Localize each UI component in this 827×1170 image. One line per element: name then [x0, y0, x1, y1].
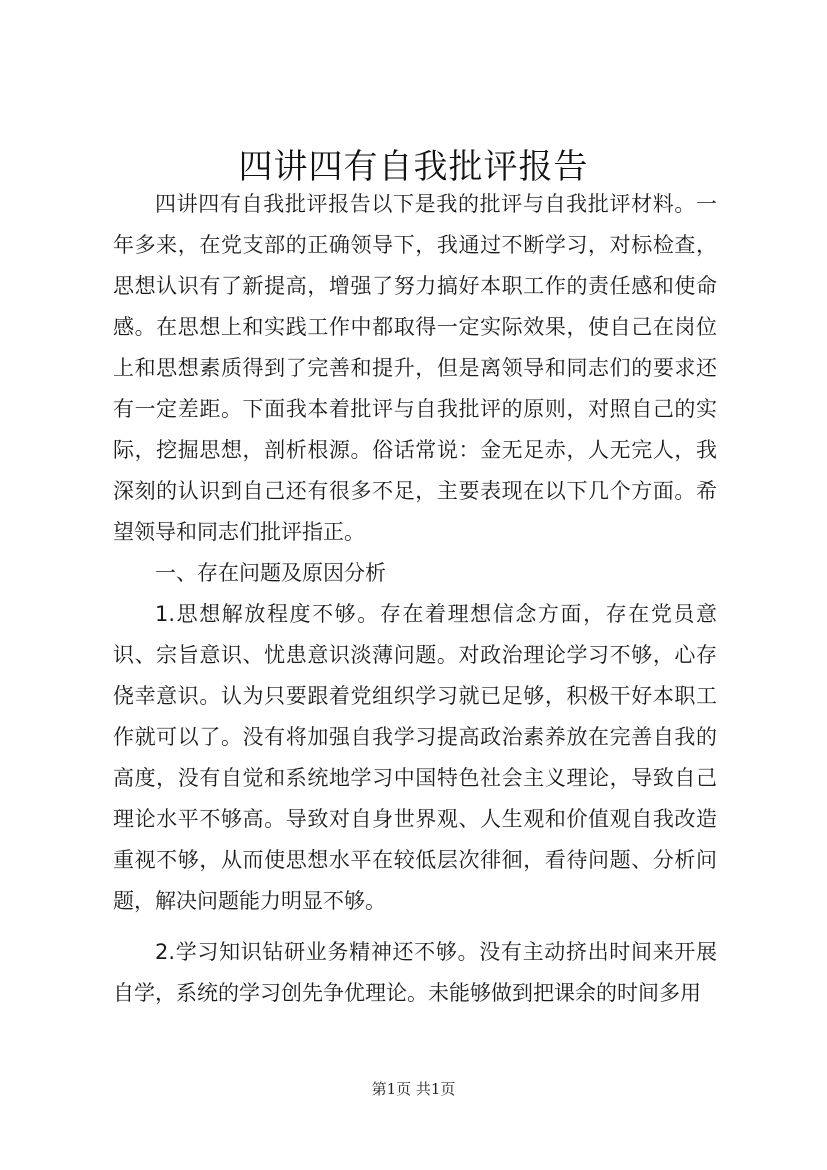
paragraph-item-2: 2.学习知识钻研业务精神还不够。没有主动挤出时间来开展自学，系统的学习创先争优理论。未能够做到把课余的时间多用: [113, 940, 717, 1005]
paragraph-item-1: 1.思想解放程度不够。存在着理想信念方面，存在党员意识、宗旨意识、忧患意识淡薄问题。对政治理论学习不够，心存侥幸意识。认为只要跟着党组织学习就已足够，积极干好本职工作就可以了。没有将加强自我学习提高政治素养放在完善自我的高度，没有自觉和系统地学习中国特色社会主义理论，导致自己理论水平不够高。导致对自身世界观、人生观和价值观自我改造重视不够，从而使思想水平在较低层次徘徊，看待问题、分析问题，解决问题能力明显不够。: [113, 602, 717, 913]
paragraph-intro: 四讲四有自我批评报告以下是我的批评与自我批评材料。一年多来，在党支部的正确领导下，我通过不断学习，对标检查，思想认识有了新提高，增强了努力搞好本职工作的责任感和使命感。在思想上和实践工作中都取得一定实际效果，使自己在岗位上和思想素质得到了完善和提升，但是离领导和同志们的要求还有一定差距。下面我本着批评与自我批评的原则，对照自己的实际，挖掘思想，剖析根源。俗话常说：金无足赤，人无完人，我深刻的认识到自己还有很多不足，主要表现在以下几个方面。希望领导和同志们批评指正。: [113, 192, 717, 544]
paragraph-section-heading: 一、存在问题及原因分析: [155, 561, 386, 585]
document-title: 四讲四有自我批评报告: [238, 147, 589, 187]
document-body: [113, 184, 717, 1014]
page-footer: 第1页 共1页: [371, 1080, 456, 1098]
